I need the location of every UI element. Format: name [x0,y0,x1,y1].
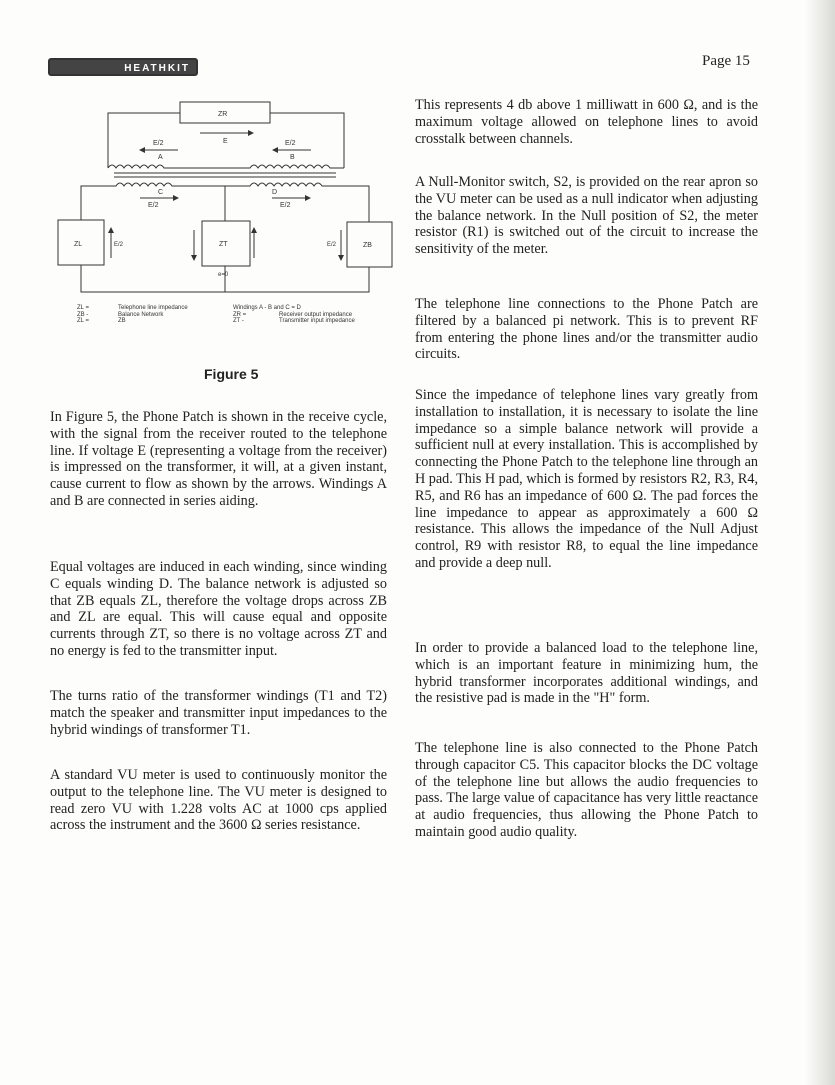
legend-symbol: ZB - [77,311,89,318]
heathkit-logo: HEATHKIT [48,58,198,76]
label-e2-d: E/2 [280,202,291,209]
legend-symbol: ZT - [233,318,244,324]
figure-5-schematic [0,0,420,300]
legend-right-desc [279,312,355,325]
right-paragraph-1 [415,97,758,147]
left-paragraph-1 [50,409,387,510]
paragraph: Since the impedance of telephone lines vary greatly from installation to installation, it is necessary to isolate the line impedance so a simple balance network will provide a sufficient null at every installation. This is accomplished by connecting the Phone Patch to the telephone line through an H pad. This H pad, which is formed by resistors R2, R3, R4, R5, and R6 has an impedance of 600 Ω. The pad forces the line impedance to appear as approximately a 600 Ω resistance. This allows the impedance of the Null Adjust control, R9 with resistor R8, to equal the line impedance and provide a deep null. [415,387,758,571]
legend-desc: Receiver output impedance [279,311,353,318]
label-e2-c: E/2 [148,202,159,209]
label-zb: ZB [363,242,372,249]
label-ehalf-right: E/2 [327,242,337,248]
legend-left-symbols [77,305,89,325]
right-paragraph-6 [415,740,758,841]
paragraph: A Null-Monitor switch, S2, is provided on the rear apron so the VU meter can be used as a null indicator when adjusting the balance network. In the Null position of S2, the meter resistor (R1) is switched out of the circuit to increase the sensitivity of the meter. [415,174,758,258]
label-ehalf-left: E/2 [114,242,124,248]
paragraph: Equal voltages are induced in each winding, since winding C equals winding D. The balance network is adjusted so that ZB equals ZL, therefore the voltage drops across ZB and ZL are equal. This will cause equal and opposite currents through ZT, so there is no voltage across ZT and no energy is fed to the transmitter input. [50,559,387,659]
right-paragraph-3 [415,296,758,363]
legend-left-desc [118,305,188,325]
legend-symbol: ZL = [77,305,89,311]
figure-caption: Figure 5 [204,366,259,382]
label-zl: ZL [74,241,83,248]
label-b: B [290,154,295,161]
legend-desc: ZB [118,318,126,324]
label-a: A [158,154,163,161]
paragraph: The telephone line is also connected to the Phone Patch through capacitor C5. This capacitor blocks the DC voltage of the telephone line but allows the audio frequencies to pass. The large value of capacitance has very little reactance at audio frequencies, thus allowing the Phone Patch to maintain good audio quality. [415,740,758,840]
left-paragraph-3 [50,688,387,738]
legend-desc: Telephone line impedance [118,305,188,311]
right-paragraph-2 [415,174,758,258]
legend-desc: Balance Network [118,311,164,318]
left-paragraph-4 [50,767,387,834]
page-number: Page 15 [702,53,750,69]
paragraph: The turns ratio of the transformer windings (T1 and T2) match the speaker and transmitter input impedances to the hybrid windings of transformer T1. [50,688,387,738]
legend-symbol: ZL = [77,318,89,324]
label-c: C [158,189,164,196]
right-paragraph-4 [415,387,758,572]
paragraph: This represents 4 db above 1 milliwatt in 600 Ω, and is the maximum voltage allowed on telephone lines to avoid crosstalk between channels. [415,97,758,147]
right-paragraph-5 [415,640,758,707]
label-e2-a: E/2 [153,140,164,147]
label-e2-b: E/2 [285,140,296,147]
label-e: E [223,138,228,145]
legend-desc: Transmitter input impedance [279,318,355,324]
legend-symbol: ZR = [233,311,247,318]
paragraph: The telephone line connections to the Phone Patch are filtered by a balanced pi network. This is to prevent RF from entering the phone lines and/or the transmitter audio circuits. [415,296,758,363]
label-d: D [272,189,278,196]
label-e0: e=0 [218,272,229,278]
legend-title: Windings A - B and C = D [233,305,301,311]
paragraph: In Figure 5, the Phone Patch is shown in the receive cycle, with the signal from the receiver routed to the telephone line. If voltage E (representing a voltage from the receiver) is impressed on the transformer, it will, at a given instant, cause current to flow as shown by the arrows. Windings A and B are connected in series aiding. [50,409,387,509]
paragraph: In order to provide a balanced load to the telephone line, which is an important feature in minimizing hum, the hybrid transformer incorporates additional windings, and the resistive pad is made in the "H" form. [415,640,758,707]
label-zt: ZT [219,241,228,248]
page-edge-shadow [805,0,835,1085]
left-paragraph-2 [50,559,387,660]
paragraph: A standard VU meter is used to continuously monitor the output to the telephone line. The VU meter is designed to read zero VU with 1.228 volts AC at 1000 cps applied across the instrument and the 3600 Ω series resistance. [50,767,387,834]
label-zr: ZR [218,111,228,118]
